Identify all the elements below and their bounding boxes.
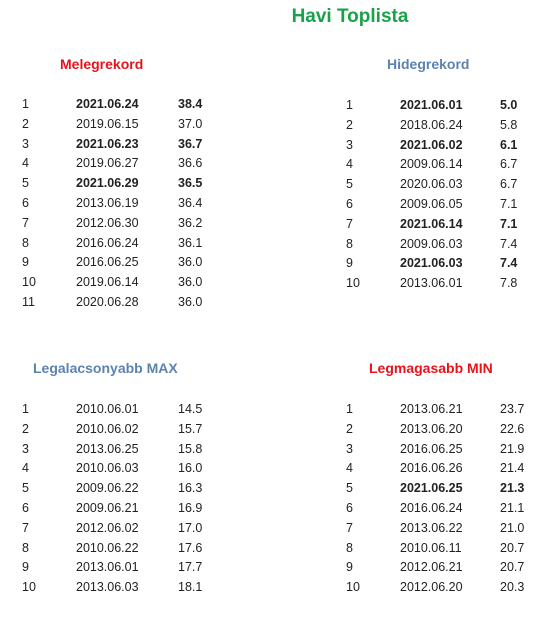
value-cell: 36.0: [178, 255, 203, 270]
rank-cell: 2: [22, 116, 29, 131]
value-cell: 36.6: [178, 156, 203, 171]
rank-cell: 5: [346, 481, 353, 496]
rank-cell: 10: [22, 275, 36, 290]
rank-cell: 6: [346, 196, 353, 211]
rank-cell: 9: [22, 560, 29, 575]
value-cell: 7.8: [500, 276, 518, 291]
value-cell: 17.7: [178, 560, 203, 575]
value-cell: 36.1: [178, 235, 203, 250]
value-cell: 21.3: [500, 481, 525, 496]
date-cell: 2018.06.24: [400, 117, 463, 132]
date-cell: 2020.06.03: [400, 177, 463, 192]
value-cell: 16.9: [178, 500, 203, 515]
value-cell: 16.0: [178, 461, 203, 476]
value-cell: 36.0: [178, 294, 203, 309]
value-cell: 6.7: [500, 177, 518, 192]
date-cell: 2016.06.26: [400, 461, 463, 476]
rank-cell: 1: [346, 98, 353, 112]
value-cell: 21.0: [500, 520, 525, 535]
value-cell: 36.4: [178, 195, 203, 210]
rank-cell: 8: [22, 540, 29, 555]
rank-cell: 8: [346, 540, 353, 555]
value-cell: 23.7: [500, 402, 525, 416]
value-cell: 20.3: [500, 580, 525, 595]
date-cell: 2013.06.20: [400, 421, 463, 436]
rank-cell: 4: [346, 461, 353, 476]
date-cell: 2013.06.21: [400, 402, 463, 416]
value-cell: 38.4: [178, 97, 203, 111]
value-cell: 6.1: [500, 137, 518, 152]
rank-cell: 2: [22, 421, 29, 436]
value-cell: 21.9: [500, 441, 525, 456]
value-cell: 7.1: [500, 216, 518, 231]
date-cell: 2013.06.22: [400, 520, 463, 535]
date-cell: 2010.06.02: [76, 421, 139, 436]
rank-cell: 3: [22, 136, 29, 151]
rank-cell: 3: [22, 441, 29, 456]
date-cell: 2009.06.14: [400, 157, 463, 172]
rank-cell: 5: [22, 176, 29, 191]
date-cell: 2021.06.23: [76, 136, 139, 151]
value-cell: 16.3: [178, 481, 203, 496]
rank-cell: 8: [22, 235, 29, 250]
date-cell: 2012.06.02: [76, 520, 139, 535]
date-cell: 2021.06.24: [76, 97, 139, 111]
rank-cell: 6: [346, 500, 353, 515]
value-cell: 5.0: [500, 98, 518, 112]
value-cell: 7.4: [500, 256, 518, 271]
rank-cell: 9: [22, 255, 29, 270]
value-cell: 6.7: [500, 157, 518, 172]
value-cell: 36.5: [178, 176, 203, 191]
rank-cell: 6: [22, 500, 29, 515]
rank-cell: 4: [346, 157, 353, 172]
date-cell: 2021.06.02: [400, 137, 463, 152]
date-cell: 2013.06.19: [76, 195, 139, 210]
date-cell: 2016.06.24: [400, 500, 463, 515]
rank-cell: 7: [346, 216, 353, 231]
value-cell: 7.4: [500, 236, 518, 251]
date-cell: 2020.06.28: [76, 294, 139, 309]
value-cell: 18.1: [178, 580, 203, 595]
rank-cell: 4: [22, 156, 29, 171]
rank-cell: 7: [346, 520, 353, 535]
date-cell: 2010.06.01: [76, 402, 139, 416]
rank-cell: 3: [346, 441, 353, 456]
date-cell: 2021.06.25: [400, 481, 463, 496]
melegrekord-title: Melegrekord: [60, 56, 144, 72]
rank-cell: 8: [346, 236, 353, 251]
date-cell: 2019.06.14: [76, 275, 139, 290]
date-cell: 2010.06.03: [76, 461, 139, 476]
date-cell: 2012.06.21: [400, 560, 463, 575]
rank-cell: 5: [22, 481, 29, 496]
value-cell: 22.6: [500, 421, 525, 436]
date-cell: 2010.06.11: [400, 540, 462, 555]
value-cell: 36.7: [178, 136, 203, 151]
rank-cell: 1: [22, 97, 29, 111]
date-cell: 2021.06.03: [400, 256, 463, 271]
rank-cell: 7: [22, 215, 29, 230]
rank-cell: 7: [22, 520, 29, 535]
date-cell: 2009.06.22: [76, 481, 139, 496]
date-cell: 2021.06.14: [400, 216, 463, 231]
date-cell: 2013.06.03: [76, 580, 139, 595]
value-cell: 15.8: [178, 441, 203, 456]
hidegrekord-title: Hidegrekord: [387, 56, 470, 72]
date-cell: 2021.06.29: [76, 176, 139, 191]
value-cell: 15.7: [178, 421, 203, 436]
date-cell: 2016.06.25: [400, 441, 463, 456]
rank-cell: 10: [346, 276, 360, 291]
date-cell: 2010.06.22: [76, 540, 139, 555]
legalacsonyabb-max-title: Legalacsonyabb MAX: [33, 360, 178, 376]
date-cell: 2019.06.15: [76, 116, 139, 131]
rank-cell: 11: [22, 294, 35, 309]
date-cell: 2021.06.01: [400, 98, 463, 112]
date-cell: 2016.06.25: [76, 255, 139, 270]
value-cell: 5.8: [500, 117, 518, 132]
date-cell: 2013.06.01: [400, 276, 463, 291]
rank-cell: 6: [22, 195, 29, 210]
date-cell: 2013.06.25: [76, 441, 139, 456]
date-cell: 2009.06.03: [400, 236, 463, 251]
rank-cell: 5: [346, 177, 353, 192]
rank-cell: 3: [346, 137, 353, 152]
date-cell: 2013.06.01: [76, 560, 139, 575]
page-title: Havi Toplista: [291, 6, 409, 27]
date-cell: 2009.06.21: [76, 500, 139, 515]
value-cell: 17.0: [178, 520, 203, 535]
value-cell: 14.5: [178, 402, 203, 416]
value-cell: 20.7: [500, 560, 525, 575]
value-cell: 21.1: [500, 500, 525, 515]
rank-cell: 9: [346, 256, 353, 271]
value-cell: 36.2: [178, 215, 203, 230]
date-cell: 2009.06.05: [400, 196, 463, 211]
rank-cell: 10: [22, 580, 36, 595]
value-cell: 21.4: [500, 461, 525, 476]
rank-cell: 2: [346, 421, 353, 436]
rank-cell: 9: [346, 560, 353, 575]
legmagasabb-min-title: Legmagasabb MIN: [369, 360, 493, 376]
rank-cell: 10: [346, 580, 360, 595]
value-cell: 7.1: [500, 196, 518, 211]
value-cell: 37.0: [178, 116, 203, 131]
rank-cell: 2: [346, 117, 353, 132]
date-cell: 2019.06.27: [76, 156, 139, 171]
date-cell: 2012.06.20: [400, 580, 463, 595]
rank-cell: 1: [22, 402, 29, 416]
value-cell: 36.0: [178, 275, 203, 290]
value-cell: 17.6: [178, 540, 203, 555]
date-cell: 2012.06.30: [76, 215, 139, 230]
date-cell: 2016.06.24: [76, 235, 139, 250]
value-cell: 20.7: [500, 540, 525, 555]
rank-cell: 4: [22, 461, 29, 476]
rank-cell: 1: [346, 402, 353, 416]
